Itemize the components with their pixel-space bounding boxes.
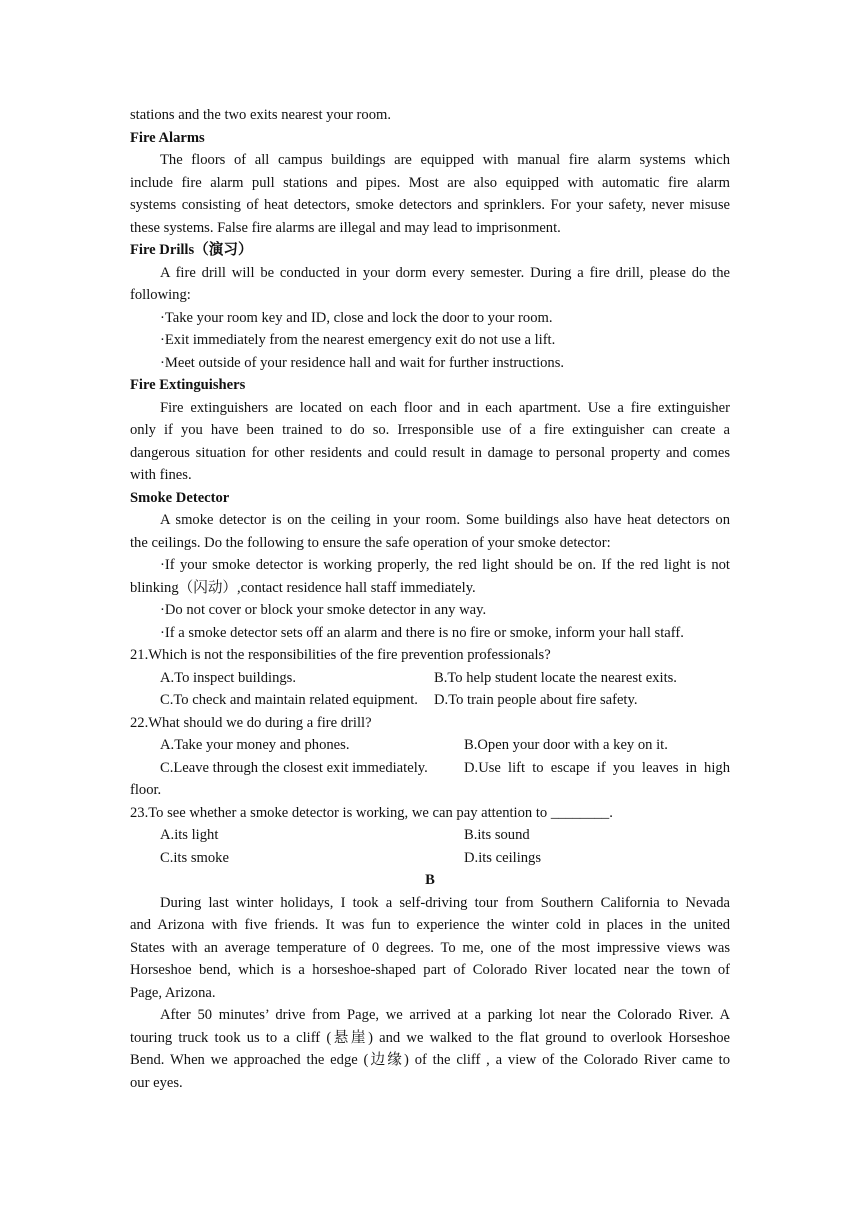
paragraph-line: dangerous situation for other residents and could result in damage to personal property and comes <box>130 444 730 461</box>
paragraph-line: The floors of all campus buildings are equipped with manual fire alarm systems which <box>160 152 730 168</box>
option-a: A.Take your money and phones. <box>160 737 350 753</box>
paragraph-line: A smoke detector is on the ceiling in your room. Some buildings also have heat detectors on <box>160 512 730 528</box>
option-b: B.its sound <box>464 827 530 843</box>
option-d: D.Use lift to escape if you leaves in high <box>464 759 730 776</box>
bullet-item: ·If a smoke detector sets off an alarm and there is no fire or smoke, inform your hall staff. <box>160 624 684 641</box>
option-row <box>130 824 730 847</box>
option-a: A.To inspect buildings. <box>160 669 296 686</box>
question-stem-22: 22.What should we do during a fire drill? <box>130 714 372 731</box>
paragraph-line: only if you have been trained to do so. Irresponsible use of a fire extinguisher can create a <box>130 422 730 438</box>
paragraph-line: our eyes. <box>130 1074 183 1091</box>
option-row <box>130 847 730 870</box>
bullet-item: ·Take your room key and ID, close and lock the door to your room. <box>160 309 553 326</box>
paragraph-line: stations and the two exits nearest your room. <box>130 107 392 123</box>
paragraph-line: with fines. <box>130 467 192 483</box>
option-d: D.To train people about fire safety. <box>434 692 638 708</box>
option-b: B.To help student locate the nearest exits. <box>434 669 677 686</box>
passage-label-b: B <box>425 872 435 888</box>
option-a: A.its light <box>160 827 219 843</box>
option-d-continuation: floor. <box>130 782 162 798</box>
paragraph-line: systems consisting of heat detectors, smoke detectors and sprinklers. For your safety, never misuse <box>130 197 730 213</box>
paragraph-line: Bend. When we approached the edge (边缘) of the cliff , a view of the Colorado River came to <box>130 1052 730 1068</box>
section-heading-fire-drills: Fire Drills（演习） <box>130 242 253 258</box>
paragraph-line: the ceilings. Do the following to ensure the safe operation of your smoke detector: <box>130 534 611 551</box>
option-c: C.To check and maintain related equipment. <box>160 692 418 708</box>
option-c: C.Leave through the closest exit immediately. <box>160 759 428 776</box>
question-stem-21: 21.Which is not the responsibilities of the fire prevention professionals? <box>130 647 551 663</box>
bullet-item: ·Do not cover or block your smoke detector in any way. <box>160 602 487 618</box>
option-row <box>130 734 730 757</box>
section-heading-smoke-detector: Smoke Detector <box>130 489 230 506</box>
option-b: B.Open your door with a key on it. <box>464 737 668 753</box>
option-row <box>130 757 730 780</box>
option-row <box>130 689 730 712</box>
paragraph-line: these systems. False fire alarms are illegal and may lead to imprisonment. <box>130 219 561 236</box>
paragraph-line: After 50 minutes’ drive from Page, we arrived at a parking lot near the Colorado River. A <box>160 1007 730 1023</box>
paragraph-line: A fire drill will be conducted in your dorm every semester. During a fire drill, please do the <box>160 264 730 281</box>
paragraph-line: include fire alarm pull stations and pipes. Most are also equipped with automatic fire alarm <box>130 174 730 191</box>
question-stem-23: 23.To see whether a smoke detector is working, we can pay attention to ________. <box>130 804 613 821</box>
section-heading-fire-extinguishers: Fire Extinguishers <box>130 377 246 393</box>
paragraph-line: During last winter holidays, I took a self-driving tour from Southern California to Nevada <box>160 894 730 911</box>
paragraph-line: Fire extinguishers are located on each floor and in each apartment. Use a fire extinguisher <box>160 399 730 416</box>
section-heading-fire-alarms: Fire Alarms <box>130 129 205 146</box>
option-row <box>130 667 730 690</box>
paragraph-line: Page, Arizona. <box>130 984 216 1001</box>
bullet-item: ·If your smoke detector is working properly, the red light should be on. If the red light is not <box>160 557 730 573</box>
paragraph-line: and Arizona with five friends. It was fun to experience the winter cold in places in the united <box>130 917 730 933</box>
paragraph-line: Horseshoe bend, which is a horseshoe-shaped part of Colorado River located near the town of <box>130 962 730 978</box>
option-c: C.its smoke <box>160 849 229 866</box>
bullet-item: ·Exit immediately from the nearest emergency exit do not use a lift. <box>160 332 556 348</box>
option-d: D.its ceilings <box>464 849 542 866</box>
bullet-item: ·Meet outside of your residence hall and wait for further instructions. <box>160 354 565 371</box>
paragraph-line: States with an average temperature of 0 degrees. To me, one of the most impressive views was <box>130 939 730 956</box>
document-page <box>130 104 730 1094</box>
paragraph-line: following: <box>130 287 191 303</box>
paragraph-line: touring truck took us to a cliff (悬崖) and we walked to the flat ground to overlook Horseshoe <box>130 1029 730 1046</box>
bullet-item-continuation: blinking（闪动）,contact residence hall staff immediately. <box>130 579 476 596</box>
